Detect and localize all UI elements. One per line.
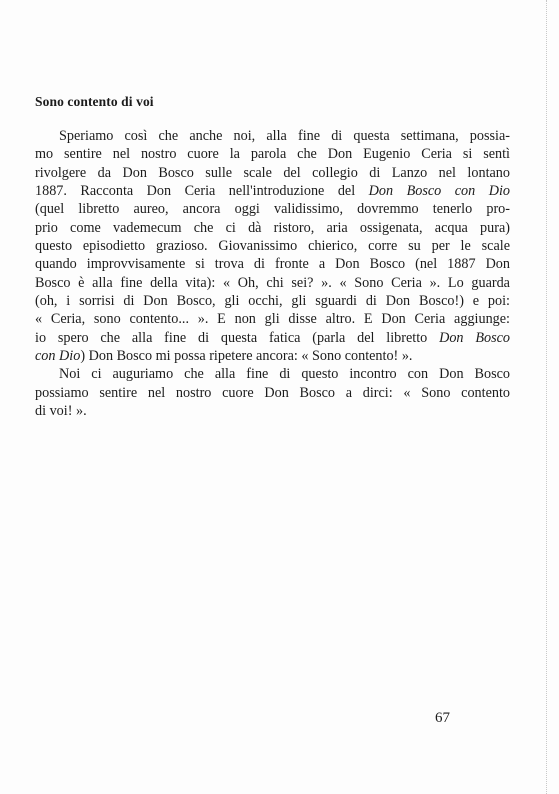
body-text xyxy=(35,127,510,421)
paragraph-1 xyxy=(35,127,510,365)
book-title-italic: Don Bosco xyxy=(439,329,511,346)
text-line: prio come vademecum che ci dà ristoro, aria ossigenata, acqua pura) xyxy=(35,219,510,236)
text-line: mo sentire nel nostro cuore la parola che Don Eugenio Ceria si sentì xyxy=(35,146,510,163)
text-line: quando improvvisamente si trova di fronte a Don Bosco (nel 1887 Don xyxy=(35,256,510,273)
text-line: Bosco è alla fine della vita): « Oh, chi sei? ». « Sono Ceria ». Lo guarda xyxy=(35,274,510,291)
text-line: possiamo sentire nel nostro cuore Don Bosco a dirci: « Sono contento xyxy=(35,384,510,401)
book-title-italic: Don Bosco con Dio xyxy=(368,183,511,200)
text-line: rivolgere da Don Bosco sulle scale del collegio di Lanzo nel lontano xyxy=(35,164,510,181)
text-fragment: 1887. Racconta Don Ceria nell'introduzione del xyxy=(35,183,356,200)
text-fragment: ) Don Bosco mi possa ripetere ancora: « Sono contento! ». xyxy=(80,348,413,365)
text-line xyxy=(35,182,510,200)
page-edge-line xyxy=(546,0,547,794)
page-number: 67 xyxy=(435,710,450,726)
text-line xyxy=(35,347,510,365)
text-line: (oh, i sorrisi di Don Bosco, gli occhi, gli sguardi di Don Bosco!) e poi: xyxy=(35,293,510,310)
text-line: « Ceria, sono contento... ». E non gli disse altro. E Don Ceria aggiunge: xyxy=(35,311,510,328)
text-line xyxy=(35,329,510,347)
paragraph-2 xyxy=(35,365,510,420)
text-line: Speriamo così che anche noi, alla fine di questa settimana, possia- xyxy=(59,128,510,144)
text-fragment: io spero che alla fine di questa fatica (parla del libretto xyxy=(35,329,428,346)
text-line: (quel libretto aureo, ancora oggi validissimo, dovremmo tenerlo pro- xyxy=(35,201,510,218)
text-line: di voi! ». xyxy=(35,403,87,420)
text-line: questo episodietto grazioso. Giovanissimo chierico, corre su per le scale xyxy=(35,238,510,255)
section-heading: Sono contento di voi xyxy=(35,94,154,109)
book-title-italic: con Dio xyxy=(35,348,81,365)
text-line: Noi ci auguriamo che alla fine di questo incontro con Don Bosco xyxy=(59,366,510,383)
